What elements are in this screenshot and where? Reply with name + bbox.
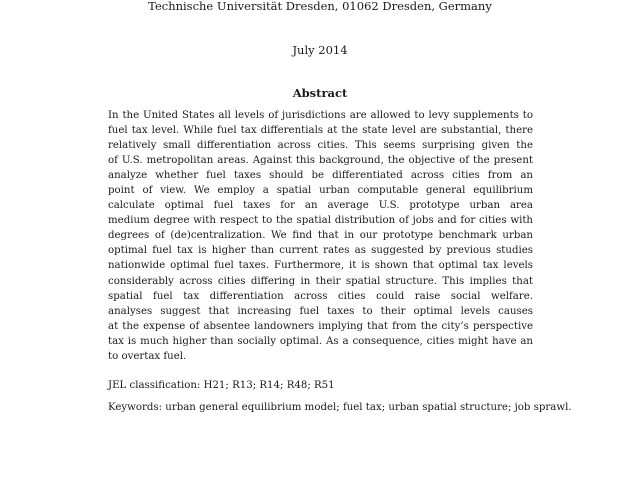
abstract-line: point of view. We employ a spatial urban computable general equilibrium (108, 185, 533, 197)
abstract-line: optimal fuel tax is higher than current rates as suggested by previous studies (108, 245, 533, 257)
abstract-line: to overtax fuel. (108, 350, 187, 362)
publication-date: July 2014 (292, 43, 348, 57)
abstract-line: degrees of (de)centralization. We find that in our prototype benchmark urban (108, 230, 533, 242)
jel-classification: JEL classification: H21; R13; R14; R48; R51 (108, 380, 335, 391)
abstract-line: of U.S. metropolitan areas. Against this background, the objective of the present (108, 155, 533, 167)
abstract-line: relatively small differentiation across cities. This seems surprising given the (108, 140, 533, 152)
keywords: Keywords: urban general equilibrium model; fuel tax; urban spatial structure; job sprawl. (108, 402, 572, 413)
abstract-line: tax is much higher than socially optimal. As a consequence, cities might have an (108, 335, 533, 347)
abstract-line: medium degree with respect to the spatial distribution of jobs and for cities with (108, 215, 533, 227)
abstract-line: at the expense of absentee landowners implying that from the city’s perspective (108, 320, 533, 332)
abstract-line: nationwide optimal fuel taxes. Furthermore, it is shown that optimal tax levels (108, 260, 533, 272)
abstract-line: considerably across cities differing in their spatial structure. This implies that (108, 275, 533, 287)
abstract-body (108, 108, 533, 364)
author-affiliation: Technische Universität Dresden, 01062 Dresden, Germany (148, 0, 492, 13)
abstract-line: calculate optimal fuel taxes for an average U.S. prototype urban area (108, 200, 533, 212)
abstract-line: In the United States all levels of jurisdictions are allowed to levy supplements to (108, 110, 533, 121)
abstract-line: analyze whether fuel taxes should be differentiated across cities from an (108, 170, 533, 182)
abstract-line: analyses suggest that increasing fuel taxes to their optimal levels causes (108, 305, 533, 317)
abstract-line: spatial fuel tax differentiation across cities could raise social welfare. (108, 290, 533, 302)
abstract-line: fuel tax level. While fuel tax differentials at the state level are substantial, there (108, 125, 533, 137)
abstract-heading: Abstract (292, 86, 348, 100)
